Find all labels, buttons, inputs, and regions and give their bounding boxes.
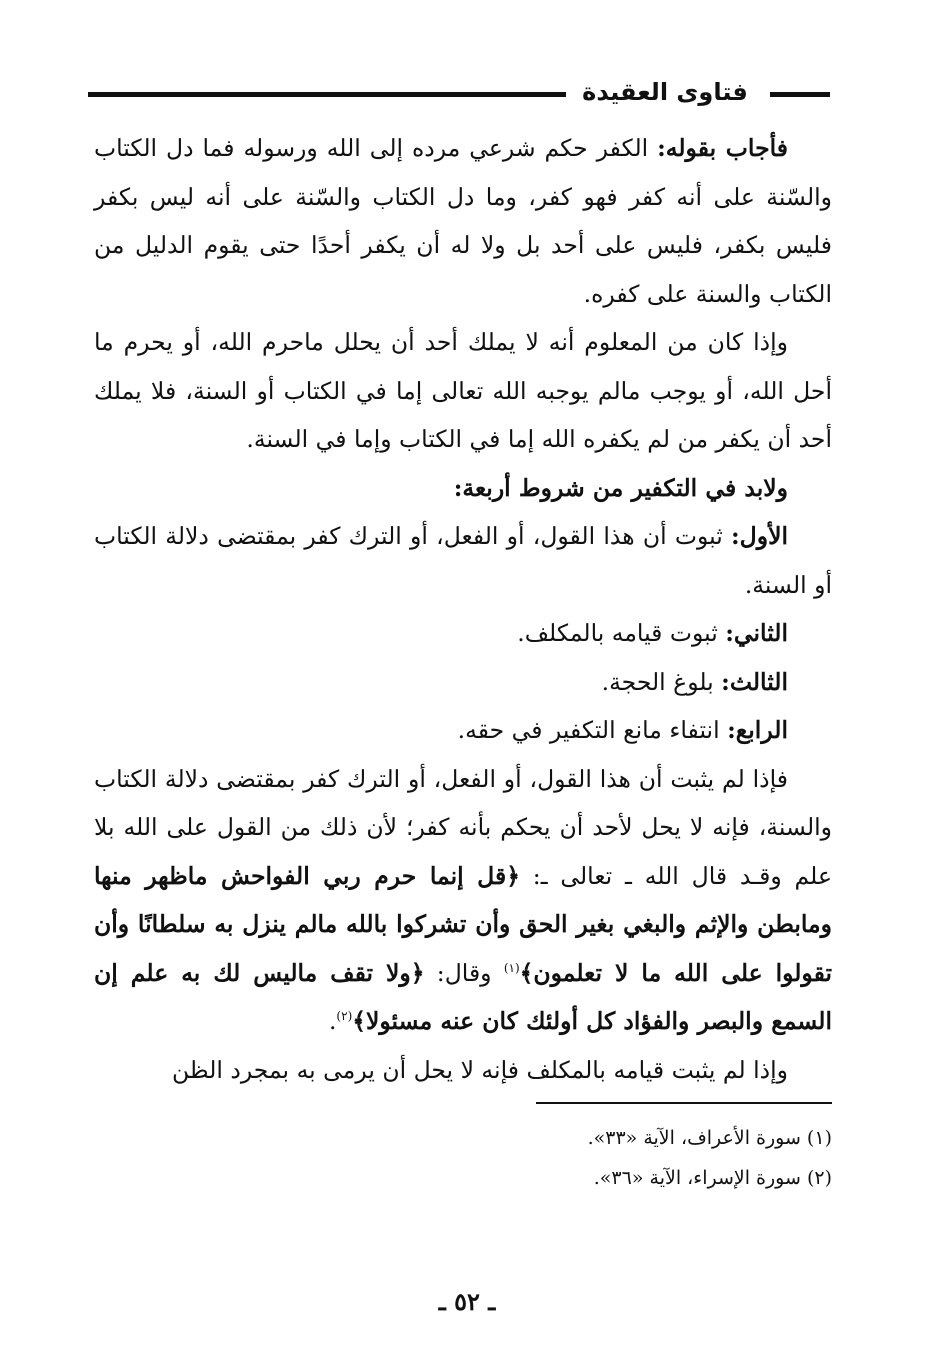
condition-3-text: بلوغ الحجة. (601, 667, 722, 696)
paragraph-answer (94, 124, 832, 318)
condition-4-text: انتفاء مانع التكفير في حقه. (457, 716, 728, 744)
footnote-ref-2: (٢) (336, 1009, 353, 1024)
paragraph-continuation: وإذا لم يثبت قيامه بالمكلف فإنه لا يحل أن يرمى به بمجرد الظن (172, 1055, 788, 1084)
footnote-1: (١) سورة الأعراف، الآية «٣٣». (587, 1127, 832, 1149)
header-rule-long (88, 92, 566, 97)
conditions-heading (94, 464, 832, 513)
body-text (94, 124, 832, 1094)
paragraph-evidence (94, 755, 832, 1046)
condition-2 (94, 609, 832, 658)
quran-verse-1: ﴿قل إنما حرم ربي الفواحش ماظهر منها ومابطن والإثم والبغي بغير الحق وأن تشركوا بالله مالم ينزل به سلطانًا وأن تقولوا على الله ما لا تعلمون﴾ (94, 861, 833, 987)
condition-1-text: ثبوت أن هذا القول، أو الفعل، أو الترك كفر بمقتضى دلالة الكتاب أو السنة. (94, 522, 832, 599)
answer-text: الكفر حكم شرعي مرده إلى الله ورسوله فما دل الكتاب والسّنة على أنه كفر فهو كفر، وما دل الكتاب والسّنة على أنه ليس بكفر فليس بكفر، فليس على أحد بل ولا له أن يكفر أحدًا حتى يقوم الدليل من الكتاب والسنة على كفره. (94, 134, 832, 308)
condition-1-label: الأول: (730, 522, 788, 550)
evidence-text-a: فإذا لم يثبت أن هذا القول، أو الفعل، أو الترك كفر بمقتضى دلالة الكتاب والسنة، فإنه لا يحل لأحد أن يحكم بأنه كفر؛ لأن ذلك من القول على الله بلا علم وقـد قال الله ـ تعالى ـ: (94, 764, 832, 890)
footnote-ref-1: (١) (503, 960, 520, 975)
evidence-text-c: . (328, 1007, 337, 1035)
condition-4-label: الرابع: (727, 716, 788, 744)
quran-verse-2: ﴿ولا تقف ماليس لك به علم إن السمع والبصر والفؤاد كل أولئك كان عنه مسئولا﴾ (94, 958, 832, 1035)
header-title: فتاوى العقيدة (582, 78, 748, 106)
evidence-text-b: وقال: (424, 958, 504, 987)
page-number: ـ ٥٢ ـ (438, 1287, 496, 1316)
condition-2-label: الثاني: (725, 619, 788, 647)
condition-3-label: الثالث: (721, 667, 788, 696)
footnote-divider (536, 1102, 832, 1104)
condition-4 (94, 706, 832, 755)
conditions-heading-text: ولابد في التكفير من شروط أربعة: (453, 473, 788, 502)
condition-2-text: ثبوت قيامه بالمكلف. (517, 619, 726, 647)
header-rule-short (770, 92, 830, 97)
running-header (88, 72, 830, 112)
footnotes (94, 1118, 832, 1198)
condition-1 (94, 512, 832, 609)
answer-lead: فأجاب بقوله: (657, 134, 789, 162)
footnote-2: (٢) سورة الإسراء، الآية «٣٦». (593, 1167, 832, 1189)
paragraph-ruling: وإذا كان من المعلوم أنه لا يملك أحد أن يحلل ماحرم الله، أو يحرم ما أحل الله، أو يوجب مالم يوجبه الله تعالى إما في الكتاب أو السنة، فلا يملك أحد أن يكفر من لم يكفره الله إما في الكتاب وإما في السنة. (94, 328, 832, 453)
condition-3 (94, 658, 832, 707)
